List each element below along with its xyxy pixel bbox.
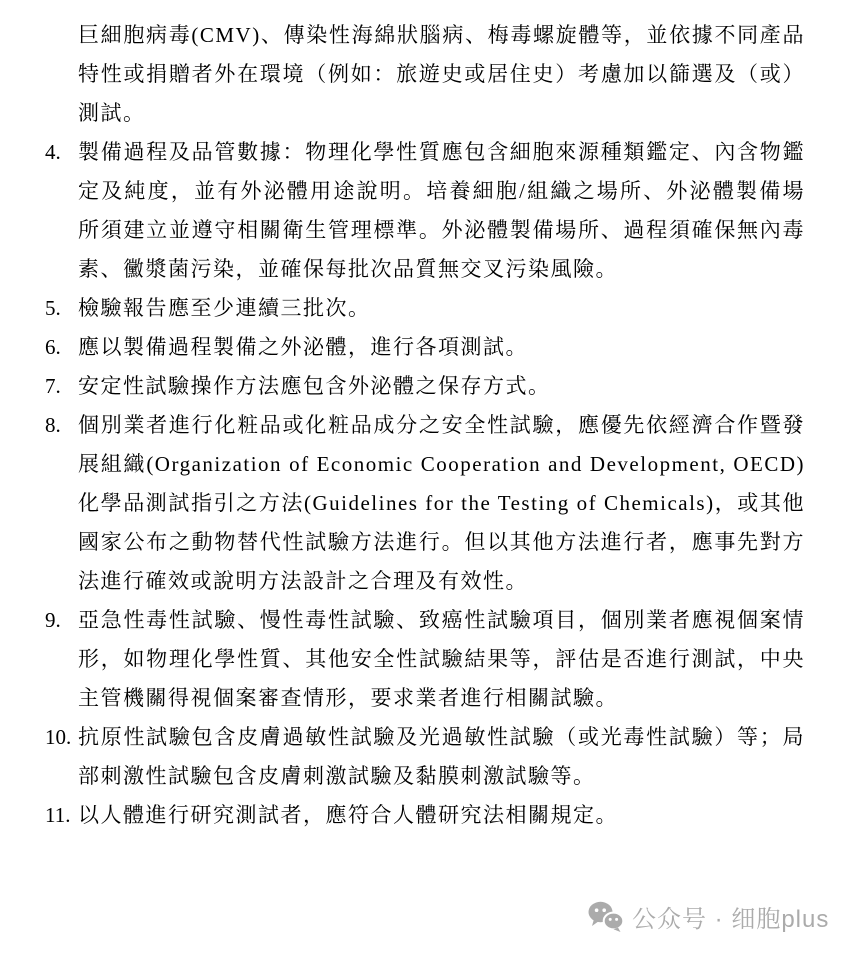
list-item-text: 檢驗報告應至少連續三批次。 (78, 296, 371, 320)
wechat-icon (588, 901, 623, 932)
list-item-4 (45, 133, 805, 289)
list-item-11 (45, 796, 805, 835)
list-item-7 (45, 367, 805, 406)
list-item-number: 7. (45, 374, 61, 398)
list-item-number: 9. (45, 608, 61, 632)
list-item-text: 製備過程及品管數據：物理化學性質應包含細胞來源種類鑑定、內含物鑑定及純度，並有外泌體用途說明。培養細胞/組織之場所、外泌體製備場所須建立並遵守相關衛生管理標準。外泌體製備場所、過程須確保無內毒素、黴漿菌污染，並確保每批次品質無交叉污染風險。 (78, 140, 805, 281)
list-item-8 (45, 406, 805, 601)
list-item-number: 11. (45, 803, 71, 827)
list-item-text: 安定性試驗操作方法應包含外泌體之保存方式。 (78, 374, 551, 398)
list-item-text: 亞急性毒性試驗、慢性毒性試驗、致癌性試驗項目，個別業者應視個案情形，如物理化學性質、其他安全性試驗結果等，評估是否進行測試，中央主管機關得視個案審查情形，要求業者進行相關試驗。 (78, 608, 805, 710)
list-item-number: 6. (45, 335, 61, 359)
list-item-number: 10. (45, 725, 72, 749)
list-item-10 (45, 718, 805, 796)
list-item-text: 應以製備過程製備之外泌體，進行各項測試。 (78, 335, 528, 359)
list-item-number: 8. (45, 413, 61, 437)
watermark (588, 899, 829, 933)
list-item-number: 5. (45, 296, 61, 320)
watermark-label: 公众号 · 细胞plus (632, 905, 830, 933)
list-item-9 (45, 601, 805, 718)
list-item-text: 抗原性試驗包含皮膚過敏性試驗及光過敏性試驗（或光毒性試驗）等；局部刺激性試驗包含皮膚刺激試驗及黏膜刺激試驗等。 (78, 725, 805, 788)
list-item-6 (45, 328, 805, 367)
document-content (45, 16, 805, 835)
list-item-text: 個別業者進行化粧品或化粧品成分之安全性試驗，應優先依經濟合作暨發展組織(Organization of Economic Cooperation and Development, OECD)化學品測試指引之方法(Guidelines for the Testing of Chemicals)，或其他國家公布之動物替代性試驗方法進行。但以其他方法進行者，應事先對方法進行確效或說明方法設計之合理及有效性。 (78, 413, 805, 593)
list-item-number: 4. (45, 140, 61, 164)
list-item-text: 以人體進行研究測試者，應符合人體研究法相關規定。 (78, 803, 618, 827)
paragraph-continuation: 巨細胞病毒(CMV)、傳染性海綿狀腦病、梅毒螺旋體等，並依據不同產品特性或捐贈者外在環境（例如：旅遊史或居住史）考慮加以篩選及（或）測試。 (78, 23, 805, 125)
list-item-5 (45, 289, 805, 328)
